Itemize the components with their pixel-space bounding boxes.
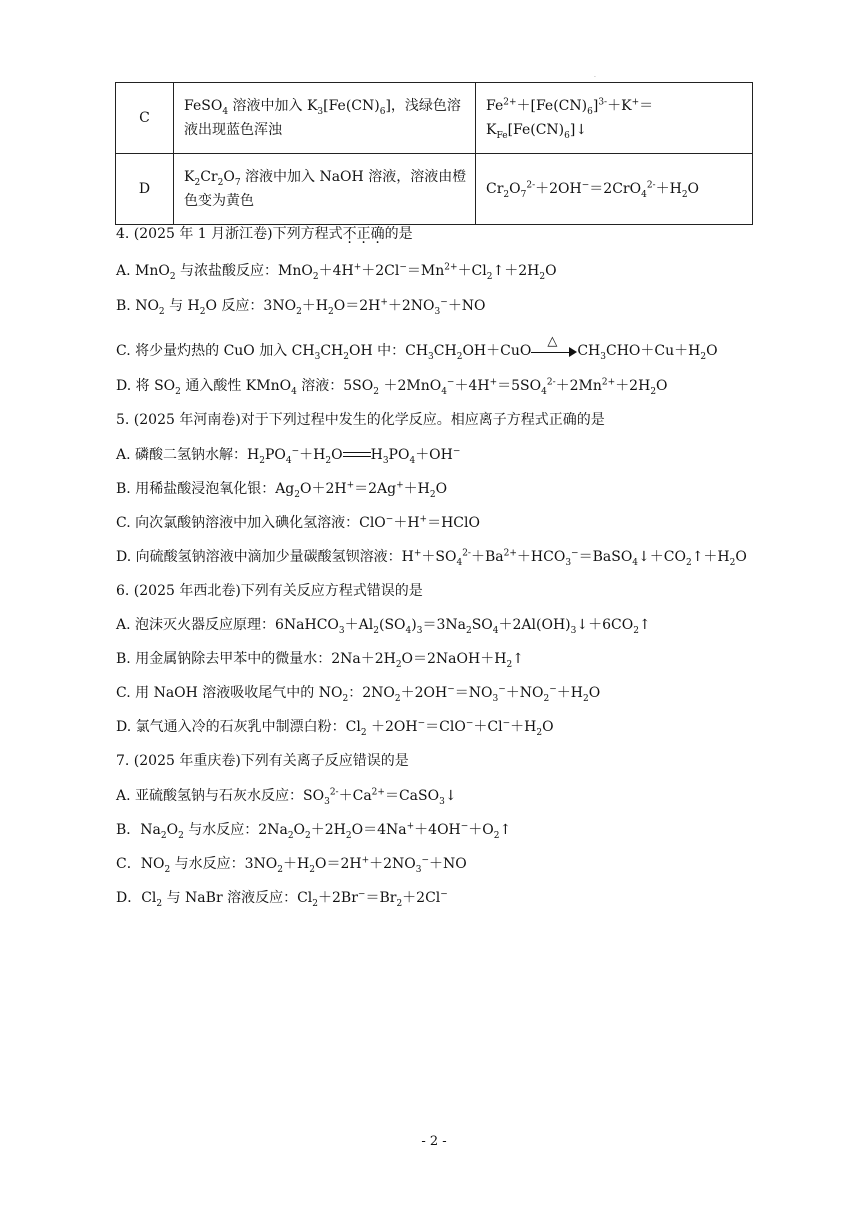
option-letter: C bbox=[116, 83, 174, 154]
question-7-stem: 7. (2025 年重庆卷)下列有关离子反应错误的是 bbox=[116, 753, 409, 769]
question-5-option-a: A. 磷酸二氢钠水解：$H_2PO_4^-+H_2O$ $H_3PO_4+OH^-$ bbox=[116, 446, 461, 466]
question-5-option-d: D. 向硫酸氢钠溶液中滴加少量碳酸氢钡溶液：$H^++SO_4^{2-}+Ba^{2+}+HCO_3^-=BaSO_4↓+CO_2↑+H_2O$ bbox=[116, 548, 747, 568]
options-table bbox=[115, 82, 753, 225]
question-5-stem: 5. (2025 年河南卷)对于下列过程中发生的化学反应。相应离子方程式正确的是 bbox=[116, 412, 605, 428]
corner-mark: . bbox=[594, 72, 596, 79]
question-4-stem: 4. (2025 年 1 月浙江卷)下列方程式不正确的是 bbox=[116, 226, 413, 242]
question-4-option-c: C. 将少量灼热的 CuO 加入 $CH_3CH_2OH$ 中：$CH_3CH_2OH+CuO$ △ $CH_3CHO+Cu+H_2O$ bbox=[116, 334, 718, 362]
question-7-option-a: A. 亚硫酸氢钠与石灰水反应：$SO_3^{2-}+Ca^{2+}=CaSO_3↓$ bbox=[116, 787, 457, 807]
table-row bbox=[116, 83, 753, 154]
question-7-option-c: C．$NO_2$ 与水反应：$3NO_2+H_2O=2H^++2NO_3^-+NO$ bbox=[116, 855, 467, 875]
question-4-option-a: A. MnO$_2$ 与浓盐酸反应：$MnO_2+4H^++2Cl^-=Mn^{2+}+Cl_2↑+2H_2O$ bbox=[116, 262, 557, 282]
question-5-option-b: B. 用稀盐酸浸泡氧化银：$Ag_2O+2H^+=2Ag^++H_2O$ bbox=[116, 480, 448, 500]
question-7-option-b: B．$Na_2O_2$ 与水反应：$2Na_2O_2+2H_2O=4Na^++4OH^-+O_2↑$ bbox=[116, 821, 512, 841]
question-6-option-c: C. 用 NaOH 溶液吸收尾气中的 $NO_2$：$2NO_2+2OH^-=NO_3^-+NO_2^-+H_2O$ bbox=[116, 684, 601, 704]
option-letter: D bbox=[116, 154, 174, 225]
question-7-option-d: D．$Cl_2$ 与 NaBr 溶液反应：$Cl_2+2Br^-=Br_2+2Cl^-$ bbox=[116, 889, 448, 909]
option-description: FeSO$_4$ 溶液中加入 $K_3[Fe(CN)_6]$，浅绿色溶液出现蓝色浑浊 bbox=[174, 83, 476, 154]
question-5-option-c: C. 向次氯酸钠溶液中加入碘化氢溶液：ClO−＋H+＝HClO bbox=[116, 514, 480, 531]
page-number: - 2 - bbox=[421, 1134, 447, 1149]
question-6-option-b: B. 用金属钠除去甲苯中的微量水：$2Na+2H_2O=2NaOH+H_2↑$ bbox=[116, 651, 524, 670]
question-4-option-b: B. $NO_2$ 与 $H_2O$ 反应：$3NO_2+H_2O=2H^++2NO_3^-+NO$ bbox=[116, 297, 486, 317]
option-equation: $Cr_2O_7^{2-}+2OH^-=2CrO_4^{2-}+H_2O$ bbox=[476, 154, 753, 225]
option-description: $K_2Cr_2O_7$ 溶液中加入 NaOH 溶液，溶液由橙色变为黄色 bbox=[174, 154, 476, 225]
question-6-option-a: A. 泡沫灭火器反应原理：$6NaHCO_3+Al_2(SO_4)_3=3Na_2SO_4+2Al(OH)_3↓+6CO_2↑$ bbox=[116, 617, 651, 636]
question-6-stem: 6. (2025 年西北卷)下列有关反应方程式错误的是 bbox=[116, 583, 423, 599]
option-equation: $Fe^{2+}+[Fe(CN)_6]^{3-}+K^+=K_{Fe}[Fe(CN)_6]↓$ bbox=[476, 83, 753, 154]
table-row bbox=[116, 154, 753, 225]
question-6-option-d: D. 氯气通入冷的石灰乳中制漂白粉：$Cl_2 +2OH^-=ClO^-+Cl^-+H_2O$ bbox=[116, 718, 554, 738]
question-4-option-d: D. 将 $SO_2$ 通入酸性 KMnO$_4$ 溶液：$5SO_2 +2MnO_4^-+4H^+=5SO_4^{2-}+2Mn^{2+}+2H_2O$ bbox=[116, 377, 668, 397]
